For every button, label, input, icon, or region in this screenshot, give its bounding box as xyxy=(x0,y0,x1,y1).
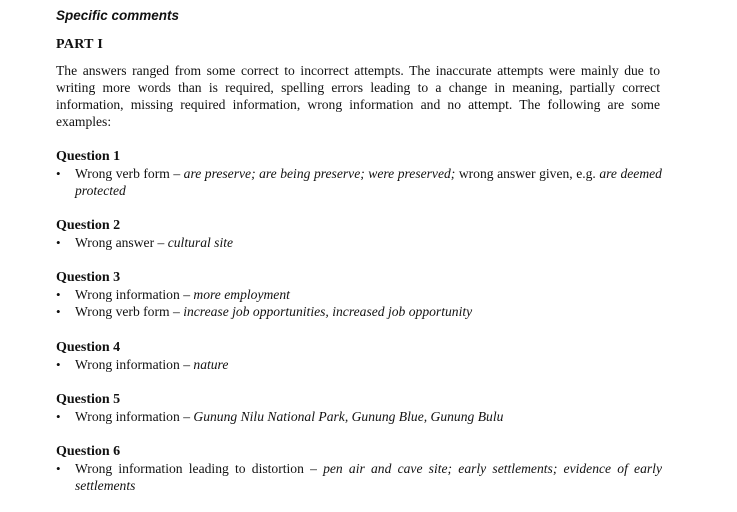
comment-examples: pen air and cave site; early settlements; evidence of early settlements xyxy=(75,461,662,493)
comment-extra: wrong answer given, e.g. xyxy=(455,166,600,181)
comment-label: Wrong information xyxy=(75,287,180,302)
dash-separator: – xyxy=(310,461,317,476)
bullet-icon: • xyxy=(56,166,61,181)
section-heading: Specific comments xyxy=(56,8,180,23)
comment-item xyxy=(56,234,662,251)
comment-item xyxy=(56,408,662,425)
comment-item xyxy=(56,165,662,199)
comment-item xyxy=(56,356,662,373)
dash-separator: – xyxy=(173,304,180,319)
question-title: Question 6 xyxy=(56,444,121,459)
dash-separator: – xyxy=(183,357,190,372)
comment-label: Wrong information xyxy=(75,409,180,424)
question-block-2 xyxy=(56,217,662,251)
question-title: Question 5 xyxy=(56,392,121,407)
comment-examples: Gunung Nilu National Park, Gunung Blue, Gunung Bulu xyxy=(193,409,504,424)
bullet-icon: • xyxy=(56,235,61,250)
question-block-1 xyxy=(56,148,662,199)
question-block-6 xyxy=(56,443,662,494)
comment-label: Wrong answer xyxy=(75,235,155,250)
comment-examples: more employment xyxy=(193,287,290,302)
question-title: Question 2 xyxy=(56,218,121,233)
intro-paragraph: The answers ranged from some correct to incorrect attempts. The inaccurate attempts were mainly due to writing more words than is required, spelling errors leading to a change in meaning, partially correct information, missing required information, wrong information and no attempt. The following are some examples: xyxy=(56,63,660,129)
comment-examples: increase job opportunities, increased job opportunity xyxy=(183,304,473,319)
question-block-4 xyxy=(56,339,662,373)
dash-separator: – xyxy=(173,166,181,181)
comment-item xyxy=(56,303,662,320)
question-block-5 xyxy=(56,391,662,425)
question-title: Question 4 xyxy=(56,340,121,355)
dash-separator: – xyxy=(183,409,190,424)
comment-label: Wrong information xyxy=(75,357,180,372)
question-title: Question 1 xyxy=(56,149,121,164)
question-block-3 xyxy=(56,269,662,320)
bullet-icon: • xyxy=(56,304,61,319)
comment-label: Wrong verb form xyxy=(75,166,170,181)
bullet-icon: • xyxy=(56,287,61,302)
comment-examples: are preserve; are being preserve; were preserved; xyxy=(183,166,456,181)
dash-separator: – xyxy=(157,235,165,250)
comment-extra-example: are deemed protected xyxy=(75,166,662,198)
bullet-icon: • xyxy=(56,461,61,476)
comment-item xyxy=(56,286,662,303)
comment-label: Wrong information leading to distortion xyxy=(75,461,304,476)
comment-label: Wrong verb form xyxy=(75,304,170,319)
bullet-icon: • xyxy=(56,357,61,372)
part-title: PART I xyxy=(56,37,104,52)
bullet-icon: • xyxy=(56,409,61,424)
comment-examples: cultural site xyxy=(167,235,234,250)
comment-item xyxy=(56,460,662,494)
dash-separator: – xyxy=(183,287,190,302)
question-title: Question 3 xyxy=(56,270,121,285)
comment-examples: nature xyxy=(193,357,229,372)
